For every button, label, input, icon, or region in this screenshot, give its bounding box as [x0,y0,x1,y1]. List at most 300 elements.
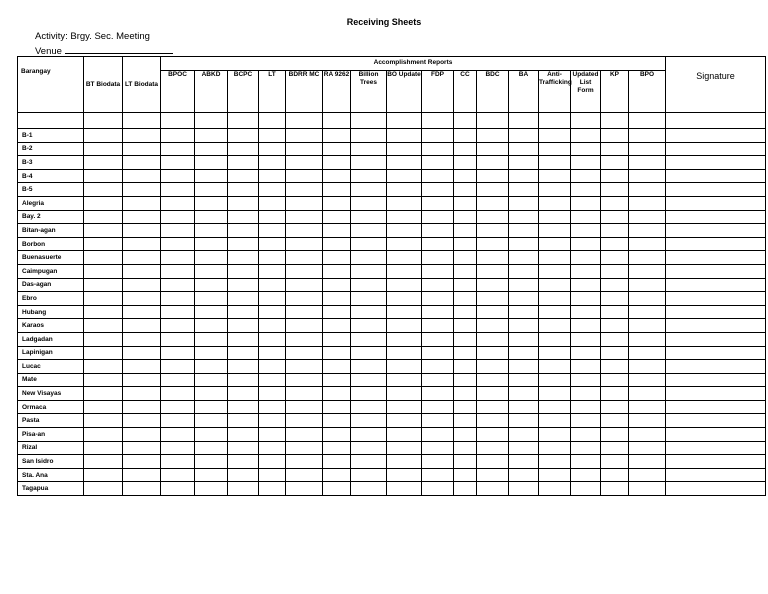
checklist-cell[interactable] [571,482,601,496]
checklist-cell[interactable] [228,441,259,455]
checklist-cell[interactable] [601,400,629,414]
checklist-cell[interactable] [84,156,123,170]
checklist-cell[interactable] [123,360,161,374]
checklist-cell[interactable] [161,251,195,265]
checklist-cell[interactable] [84,251,123,265]
checklist-cell[interactable] [161,196,195,210]
checklist-cell[interactable] [84,196,123,210]
checklist-cell[interactable] [161,319,195,333]
checklist-cell[interactable] [286,346,323,360]
checklist-cell[interactable] [84,210,123,224]
checklist-cell[interactable] [123,305,161,319]
checklist-cell[interactable] [286,224,323,238]
checklist-cell[interactable] [454,428,477,442]
checklist-cell[interactable] [123,455,161,469]
checklist-cell[interactable] [509,183,539,197]
checklist-cell[interactable] [539,414,571,428]
signature-cell[interactable] [666,129,766,143]
checklist-cell[interactable] [387,237,422,251]
checklist-cell[interactable] [195,455,228,469]
checklist-cell[interactable] [422,210,454,224]
checklist-cell[interactable] [286,360,323,374]
checklist-cell[interactable] [351,455,387,469]
checklist-cell[interactable] [286,169,323,183]
checklist-cell[interactable] [195,441,228,455]
checklist-cell[interactable] [477,414,509,428]
checklist-cell[interactable] [351,441,387,455]
checklist-cell[interactable] [422,292,454,306]
checklist-cell[interactable] [123,183,161,197]
checklist-cell[interactable] [601,387,629,401]
checklist-cell[interactable] [454,129,477,143]
checklist-cell[interactable] [228,482,259,496]
checklist-cell[interactable] [601,428,629,442]
checklist-cell[interactable] [571,373,601,387]
checklist-cell[interactable] [477,142,509,156]
checklist-cell[interactable] [454,169,477,183]
checklist-cell[interactable] [601,156,629,170]
checklist-cell[interactable] [509,373,539,387]
signature-cell[interactable] [666,196,766,210]
checklist-cell[interactable] [161,360,195,374]
checklist-cell[interactable] [571,278,601,292]
signature-cell[interactable] [666,346,766,360]
checklist-cell[interactable] [509,224,539,238]
checklist-cell[interactable] [477,129,509,143]
checklist-cell[interactable] [351,169,387,183]
checklist-cell[interactable] [422,482,454,496]
checklist-cell[interactable] [454,455,477,469]
checklist-cell[interactable] [123,224,161,238]
checklist-cell[interactable] [351,387,387,401]
checklist-cell[interactable] [601,142,629,156]
checklist-cell[interactable] [601,373,629,387]
checklist-cell[interactable] [422,169,454,183]
checklist-cell[interactable] [84,169,123,183]
checklist-cell[interactable] [259,455,286,469]
checklist-cell[interactable] [161,224,195,238]
checklist-cell[interactable] [571,332,601,346]
checklist-cell[interactable] [84,373,123,387]
checklist-cell[interactable] [259,156,286,170]
checklist-cell[interactable] [629,183,666,197]
checklist-cell[interactable] [351,400,387,414]
checklist-cell[interactable] [84,129,123,143]
checklist-cell[interactable] [351,237,387,251]
checklist-cell[interactable] [161,387,195,401]
checklist-cell[interactable] [422,360,454,374]
checklist-cell[interactable] [422,264,454,278]
checklist-cell[interactable] [571,414,601,428]
checklist-cell[interactable] [387,346,422,360]
checklist-cell[interactable] [161,441,195,455]
checklist-cell[interactable] [123,156,161,170]
checklist-cell[interactable] [195,414,228,428]
checklist-cell[interactable] [228,332,259,346]
checklist-cell[interactable] [454,183,477,197]
checklist-cell[interactable] [454,224,477,238]
checklist-cell[interactable] [161,468,195,482]
checklist-cell[interactable] [629,346,666,360]
checklist-cell[interactable] [323,373,351,387]
checklist-cell[interactable] [323,210,351,224]
signature-cell[interactable] [666,183,766,197]
checklist-cell[interactable] [123,428,161,442]
checklist-cell[interactable] [123,264,161,278]
checklist-cell[interactable] [539,264,571,278]
checklist-cell[interactable] [601,414,629,428]
signature-cell[interactable] [666,224,766,238]
checklist-cell[interactable] [123,468,161,482]
checklist-cell[interactable] [123,196,161,210]
checklist-cell[interactable] [509,278,539,292]
checklist-cell[interactable] [228,142,259,156]
checklist-cell[interactable] [323,224,351,238]
checklist-cell[interactable] [351,482,387,496]
checklist-cell[interactable] [509,346,539,360]
checklist-cell[interactable] [84,346,123,360]
checklist-cell[interactable] [195,278,228,292]
checklist-cell[interactable] [195,482,228,496]
checklist-cell[interactable] [161,142,195,156]
checklist-cell[interactable] [286,332,323,346]
checklist-cell[interactable] [84,319,123,333]
checklist-cell[interactable] [629,332,666,346]
checklist-cell[interactable] [387,400,422,414]
checklist-cell[interactable] [323,292,351,306]
checklist-cell[interactable] [571,387,601,401]
checklist-cell[interactable] [477,346,509,360]
checklist-cell[interactable] [387,129,422,143]
checklist-cell[interactable] [387,142,422,156]
checklist-cell[interactable] [195,237,228,251]
checklist-cell[interactable] [286,414,323,428]
checklist-cell[interactable] [477,332,509,346]
checklist-cell[interactable] [629,278,666,292]
checklist-cell[interactable] [422,455,454,469]
checklist-cell[interactable] [286,278,323,292]
checklist-cell[interactable] [387,468,422,482]
checklist-cell[interactable] [286,441,323,455]
checklist-cell[interactable] [123,414,161,428]
checklist-cell[interactable] [601,210,629,224]
checklist-cell[interactable] [387,292,422,306]
checklist-cell[interactable] [387,305,422,319]
signature-cell[interactable] [666,482,766,496]
checklist-cell[interactable] [228,305,259,319]
checklist-cell[interactable] [571,428,601,442]
checklist-cell[interactable] [195,210,228,224]
checklist-cell[interactable] [387,414,422,428]
checklist-cell[interactable] [454,156,477,170]
checklist-cell[interactable] [286,319,323,333]
checklist-cell[interactable] [323,156,351,170]
checklist-cell[interactable] [323,251,351,265]
checklist-cell[interactable] [228,373,259,387]
checklist-cell[interactable] [454,305,477,319]
signature-cell[interactable] [666,400,766,414]
checklist-cell[interactable] [161,346,195,360]
checklist-cell[interactable] [351,414,387,428]
checklist-cell[interactable] [509,428,539,442]
checklist-cell[interactable] [454,346,477,360]
checklist-cell[interactable] [286,156,323,170]
checklist-cell[interactable] [286,129,323,143]
checklist-cell[interactable] [629,237,666,251]
checklist-cell[interactable] [509,468,539,482]
checklist-cell[interactable] [195,319,228,333]
checklist-cell[interactable] [387,224,422,238]
checklist-cell[interactable] [161,169,195,183]
checklist-cell[interactable] [351,292,387,306]
signature-cell[interactable] [666,387,766,401]
checklist-cell[interactable] [161,305,195,319]
checklist-cell[interactable] [539,319,571,333]
checklist-cell[interactable] [387,319,422,333]
checklist-cell[interactable] [195,264,228,278]
checklist-cell[interactable] [477,169,509,183]
checklist-cell[interactable] [259,278,286,292]
checklist-cell[interactable] [539,292,571,306]
checklist-cell[interactable] [161,455,195,469]
checklist-cell[interactable] [509,292,539,306]
checklist-cell[interactable] [509,156,539,170]
checklist-cell[interactable] [84,428,123,442]
checklist-cell[interactable] [571,183,601,197]
checklist-cell[interactable] [422,400,454,414]
checklist-cell[interactable] [477,292,509,306]
checklist-cell[interactable] [161,292,195,306]
checklist-cell[interactable] [509,129,539,143]
checklist-cell[interactable] [477,387,509,401]
checklist-cell[interactable] [422,196,454,210]
checklist-cell[interactable] [539,129,571,143]
checklist-cell[interactable] [509,387,539,401]
checklist-cell[interactable] [195,183,228,197]
signature-cell[interactable] [666,156,766,170]
signature-cell[interactable] [666,264,766,278]
checklist-cell[interactable] [601,224,629,238]
checklist-cell[interactable] [601,332,629,346]
checklist-cell[interactable] [454,278,477,292]
checklist-cell[interactable] [387,428,422,442]
checklist-cell[interactable] [259,224,286,238]
checklist-cell[interactable] [509,142,539,156]
checklist-cell[interactable] [477,455,509,469]
checklist-cell[interactable] [601,264,629,278]
checklist-cell[interactable] [161,414,195,428]
checklist-cell[interactable] [629,129,666,143]
checklist-cell[interactable] [477,251,509,265]
checklist-cell[interactable] [571,156,601,170]
signature-cell[interactable] [666,305,766,319]
checklist-cell[interactable] [422,346,454,360]
checklist-cell[interactable] [351,373,387,387]
checklist-cell[interactable] [629,196,666,210]
checklist-cell[interactable] [323,360,351,374]
checklist-cell[interactable] [454,441,477,455]
checklist-cell[interactable] [228,400,259,414]
checklist-cell[interactable] [629,373,666,387]
checklist-cell[interactable] [454,319,477,333]
checklist-cell[interactable] [123,292,161,306]
checklist-cell[interactable] [84,387,123,401]
checklist-cell[interactable] [84,400,123,414]
checklist-cell[interactable] [601,468,629,482]
checklist-cell[interactable] [454,332,477,346]
checklist-cell[interactable] [259,169,286,183]
checklist-cell[interactable] [259,196,286,210]
checklist-cell[interactable] [601,278,629,292]
checklist-cell[interactable] [629,264,666,278]
checklist-cell[interactable] [286,428,323,442]
checklist-cell[interactable] [84,292,123,306]
checklist-cell[interactable] [323,346,351,360]
checklist-cell[interactable] [539,455,571,469]
checklist-cell[interactable] [123,373,161,387]
checklist-cell[interactable] [195,346,228,360]
checklist-cell[interactable] [477,264,509,278]
checklist-cell[interactable] [422,142,454,156]
checklist-cell[interactable] [454,210,477,224]
checklist-cell[interactable] [601,292,629,306]
checklist-cell[interactable] [323,237,351,251]
checklist-cell[interactable] [571,360,601,374]
checklist-cell[interactable] [351,142,387,156]
checklist-cell[interactable] [629,210,666,224]
checklist-cell[interactable] [477,196,509,210]
checklist-cell[interactable] [509,360,539,374]
checklist-cell[interactable] [601,441,629,455]
checklist-cell[interactable] [286,251,323,265]
checklist-cell[interactable] [539,278,571,292]
checklist-cell[interactable] [387,183,422,197]
checklist-cell[interactable] [259,387,286,401]
checklist-cell[interactable] [84,360,123,374]
checklist-cell[interactable] [629,400,666,414]
checklist-cell[interactable] [123,441,161,455]
checklist-cell[interactable] [477,237,509,251]
checklist-cell[interactable] [351,332,387,346]
checklist-cell[interactable] [228,455,259,469]
checklist-cell[interactable] [84,183,123,197]
checklist-cell[interactable] [509,305,539,319]
checklist-cell[interactable] [286,373,323,387]
checklist-cell[interactable] [323,332,351,346]
checklist-cell[interactable] [601,183,629,197]
checklist-cell[interactable] [477,183,509,197]
checklist-cell[interactable] [629,482,666,496]
checklist-cell[interactable] [422,428,454,442]
checklist-cell[interactable] [454,237,477,251]
checklist-cell[interactable] [422,441,454,455]
checklist-cell[interactable] [323,196,351,210]
checklist-cell[interactable] [323,387,351,401]
checklist-cell[interactable] [477,156,509,170]
checklist-cell[interactable] [351,264,387,278]
checklist-cell[interactable] [228,183,259,197]
checklist-cell[interactable] [195,156,228,170]
checklist-cell[interactable] [259,346,286,360]
checklist-cell[interactable] [123,129,161,143]
checklist-cell[interactable] [509,237,539,251]
checklist-cell[interactable] [422,332,454,346]
checklist-cell[interactable] [195,169,228,183]
checklist-cell[interactable] [195,305,228,319]
checklist-cell[interactable] [286,482,323,496]
checklist-cell[interactable] [387,264,422,278]
checklist-cell[interactable] [323,400,351,414]
checklist-cell[interactable] [477,441,509,455]
checklist-cell[interactable] [228,196,259,210]
checklist-cell[interactable] [571,305,601,319]
checklist-cell[interactable] [195,428,228,442]
checklist-cell[interactable] [123,278,161,292]
checklist-cell[interactable] [422,237,454,251]
checklist-cell[interactable] [259,319,286,333]
checklist-cell[interactable] [286,237,323,251]
checklist-cell[interactable] [509,264,539,278]
checklist-cell[interactable] [286,468,323,482]
venue-blank-line[interactable] [65,44,173,54]
checklist-cell[interactable] [454,482,477,496]
checklist-cell[interactable] [571,169,601,183]
checklist-cell[interactable] [123,400,161,414]
checklist-cell[interactable] [477,482,509,496]
checklist-cell[interactable] [228,387,259,401]
checklist-cell[interactable] [387,360,422,374]
checklist-cell[interactable] [629,468,666,482]
checklist-cell[interactable] [84,441,123,455]
checklist-cell[interactable] [422,183,454,197]
checklist-cell[interactable] [477,319,509,333]
checklist-cell[interactable] [323,305,351,319]
checklist-cell[interactable] [123,210,161,224]
checklist-cell[interactable] [286,264,323,278]
checklist-cell[interactable] [422,305,454,319]
signature-cell[interactable] [666,428,766,442]
checklist-cell[interactable] [539,346,571,360]
checklist-cell[interactable] [629,455,666,469]
signature-cell[interactable] [666,169,766,183]
checklist-cell[interactable] [323,319,351,333]
checklist-cell[interactable] [629,387,666,401]
checklist-cell[interactable] [629,319,666,333]
checklist-cell[interactable] [323,482,351,496]
checklist-cell[interactable] [422,387,454,401]
checklist-cell[interactable] [539,305,571,319]
checklist-cell[interactable] [195,196,228,210]
checklist-cell[interactable] [161,332,195,346]
signature-cell[interactable] [666,292,766,306]
checklist-cell[interactable] [601,482,629,496]
checklist-cell[interactable] [123,237,161,251]
checklist-cell[interactable] [387,387,422,401]
checklist-cell[interactable] [286,210,323,224]
checklist-cell[interactable] [509,455,539,469]
checklist-cell[interactable] [259,400,286,414]
signature-cell[interactable] [666,210,766,224]
checklist-cell[interactable] [601,196,629,210]
checklist-cell[interactable] [539,224,571,238]
checklist-cell[interactable] [454,373,477,387]
checklist-cell[interactable] [629,142,666,156]
checklist-cell[interactable] [477,360,509,374]
checklist-cell[interactable] [259,414,286,428]
checklist-cell[interactable] [195,332,228,346]
checklist-cell[interactable] [195,468,228,482]
checklist-cell[interactable] [539,482,571,496]
